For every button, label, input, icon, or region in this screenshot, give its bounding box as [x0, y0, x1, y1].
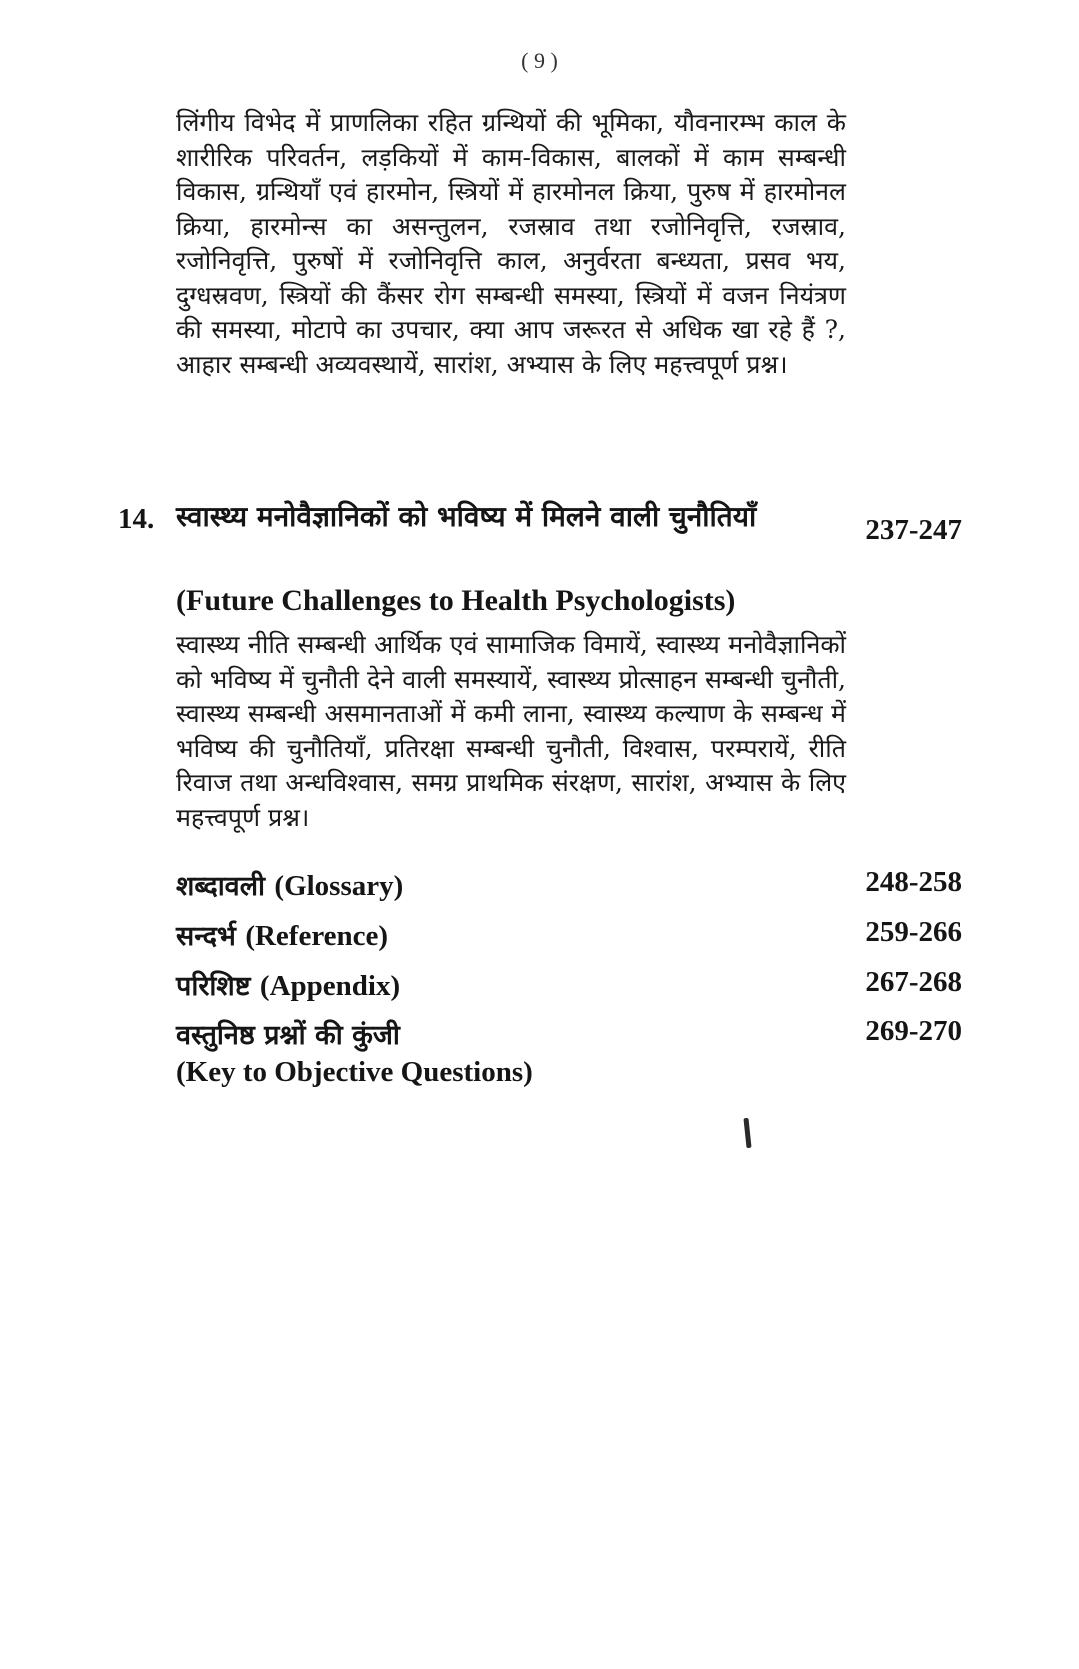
entry-pages-glossary: 248-258	[865, 866, 962, 898]
toc-entry-appendix	[176, 966, 400, 1003]
entry-pages-objective-key: 269-270	[865, 1015, 962, 1047]
entry-label-english: (Glossary)	[274, 870, 404, 902]
entry-label-english: (Key to Objective Questions)	[176, 1056, 533, 1088]
pen-mark	[743, 1118, 751, 1148]
chapter-13-description: लिंगीय विभेद में प्राणलिका रहित ग्रन्थियों की भूमिका, यौवनारम्भ काल के शारीरिक परिवर्तन, लड़कियों में काम-विकास, बालकों में काम सम्बन्धी विकास, ग्रन्थियाँ एवं हारमोन, स्त्रियों में हारमोनल क्रिया, पुरुष में हारमोनल क्रिया, हारमोन्स का असन्तुलन, रजस्राव तथा रजोनिवृत्ति, रजस्राव, रजोनिवृत्ति, पुरुषों में रजोनिवृत्ति काल, अनुर्वरता बन्ध्यता, प्रसव भय, दुग्धस्रवण, स्त्रियों की कैंसर रोग सम्बन्धी समस्या, स्त्रियों में वजन नियंत्रण की समस्या, मोटापे का उपचार, क्या आप जरूरत से अधिक खा रहे हैं ?, आहार सम्बन्धी अव्यवस्थायें, सारांश, अभ्यास के लिए महत्त्वपूर्ण प्रश्न।	[176, 108, 846, 379]
toc-entry-glossary	[176, 866, 403, 903]
toc-entry-reference	[176, 916, 388, 953]
chapter-14-description: स्वास्थ्य नीति सम्बन्धी आर्थिक एवं सामाजिक विमायें, स्वास्थ्य मनोवैज्ञानिकों को भविष्य में चुनौती देने वाली समस्यायें, स्वास्थ्य प्रोत्साहन सम्बन्धी चुनौती, स्वास्थ्य सम्बन्धी असमानताओं में कमी लाना, स्वास्थ्य कल्याण के सम्बन्ध में भविष्य की चुनौतियाँ, प्रतिरक्षा सम्बन्धी चुनौती, विश्वास, परम्परायें, रीति रिवाज तथा अन्धविश्वास, समग्र प्राथमिक संरक्षण, सारांश, अभ्यास के लिए महत्त्वपूर्ण प्रश्न।	[176, 630, 846, 832]
entry-pages-reference: 259-266	[865, 916, 962, 948]
entry-label-hindi: परिशिष्ट	[176, 971, 251, 1002]
entry-pages-appendix: 267-268	[865, 966, 962, 998]
chapter-number: 14.	[118, 503, 155, 535]
page-number: ( 9 )	[521, 48, 558, 73]
chapter-title-hindi: स्वास्थ्य मनोवैज्ञानिकों को भविष्य में मिलने वाली चुनौतियाँ	[176, 500, 757, 533]
entry-label-hindi: वस्तुनिष्ठ प्रश्नों की कुंजी	[176, 1020, 400, 1051]
entry-label-hindi: सन्दर्भ	[176, 921, 236, 952]
toc-entry-objective-key	[176, 1015, 400, 1052]
chapter-page-range: 237-247	[865, 514, 962, 546]
entry-label-hindi: शब्दावली	[176, 871, 265, 902]
entry-label-english: (Appendix)	[259, 970, 401, 1002]
chapter-title-english: (Future Challenges to Health Psychologists)	[176, 584, 736, 617]
entry-label-english: (Reference)	[245, 920, 389, 952]
